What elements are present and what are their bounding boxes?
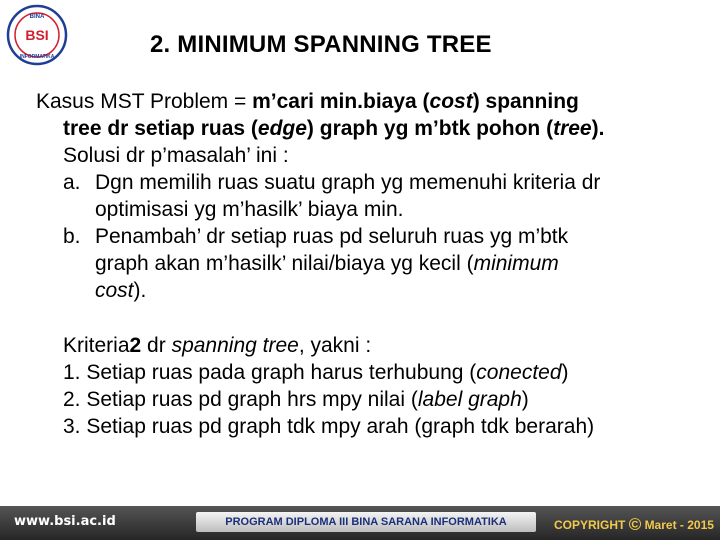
list-item-text: graph akan m’hasilk’ nilai/biaya yg kecil ( — [95, 252, 474, 275]
body-text-italic: conected — [476, 361, 562, 384]
body-text-italic: tree — [553, 117, 592, 140]
body-text: ) — [561, 361, 569, 384]
logo-text-bottom: INFORMATIKA — [19, 54, 55, 60]
copyright-label: COPYRIGHT — [554, 518, 626, 532]
list-marker: b. — [63, 225, 81, 248]
body-text-italic: edge — [257, 117, 307, 140]
body-text: Kasus MST Problem = — [36, 90, 253, 113]
list-item-text-italic: cost — [95, 279, 134, 302]
list-item-text: ). — [133, 279, 147, 302]
footer-bar — [0, 506, 720, 540]
body-text-bold: m’cari min.biaya ( — [252, 90, 430, 113]
criteria-heading — [36, 332, 706, 359]
copyright-date: Maret - 2015 — [644, 518, 714, 532]
list-item-b-cont-2 — [36, 277, 706, 304]
criteria-item-2 — [36, 386, 706, 413]
bsi-logo-icon — [6, 4, 68, 66]
list-item-text: Dgn memilih ruas suatu graph yg memenuhi kriteria dr — [95, 171, 601, 194]
body-text: Kriteria — [63, 334, 130, 357]
footer-url[interactable]: www.bsi.ac.id — [14, 514, 116, 529]
criteria-item-1 — [36, 359, 706, 386]
logo-text-mid: BSI — [25, 27, 49, 43]
body-line-3: Solusi dr p’masalah’ ini : — [63, 144, 289, 167]
slide-title: 2. MINIMUM SPANNING TREE — [150, 31, 492, 58]
bsi-logo — [6, 4, 68, 66]
slide-body — [36, 88, 706, 440]
list-item-text: Penambah’ dr setiap ruas pd seluruh ruas yg m’btk — [95, 225, 569, 248]
body-line-1 — [36, 88, 706, 115]
body-text: dr — [141, 334, 172, 357]
body-text-bold: 2 — [129, 334, 142, 357]
list-marker: a. — [63, 171, 81, 194]
body-text: ) — [521, 388, 529, 411]
body-text: 2. Setiap ruas pd graph hrs mpy nilai ( — [63, 388, 418, 411]
footer-copyright — [554, 514, 714, 534]
body-text-italic: label graph — [417, 388, 522, 411]
list-item-b — [36, 223, 706, 250]
footer-program: PROGRAM DIPLOMA III BINA SARANA INFORMATIKA — [196, 512, 536, 532]
list-item-b-cont — [36, 250, 706, 277]
body-text-italic: cost — [429, 90, 473, 113]
criteria-item-3: 3. Setiap ruas pd graph tdk mpy arah (graph tdk berarah) — [63, 415, 595, 438]
body-text: , yakni : — [298, 334, 372, 357]
body-text-bold: tree dr setiap ruas ( — [63, 117, 258, 140]
body-text: 1. Setiap ruas pada graph harus terhubung ( — [63, 361, 477, 384]
list-item-text-italic: minimum — [473, 252, 559, 275]
body-text-bold: ). — [591, 117, 605, 140]
body-text-bold: ) graph yg m’btk pohon ( — [306, 117, 554, 140]
logo-text-top: BINA — [29, 14, 45, 20]
body-line-2 — [36, 115, 706, 142]
list-item-a — [36, 169, 706, 196]
list-item-a-cont: optimisasi yg m’hasilk’ biaya min. — [95, 198, 404, 221]
body-text-italic: spanning tree — [171, 334, 299, 357]
copyright-icon: © — [628, 515, 642, 534]
body-text-bold: ) spanning — [472, 90, 579, 113]
